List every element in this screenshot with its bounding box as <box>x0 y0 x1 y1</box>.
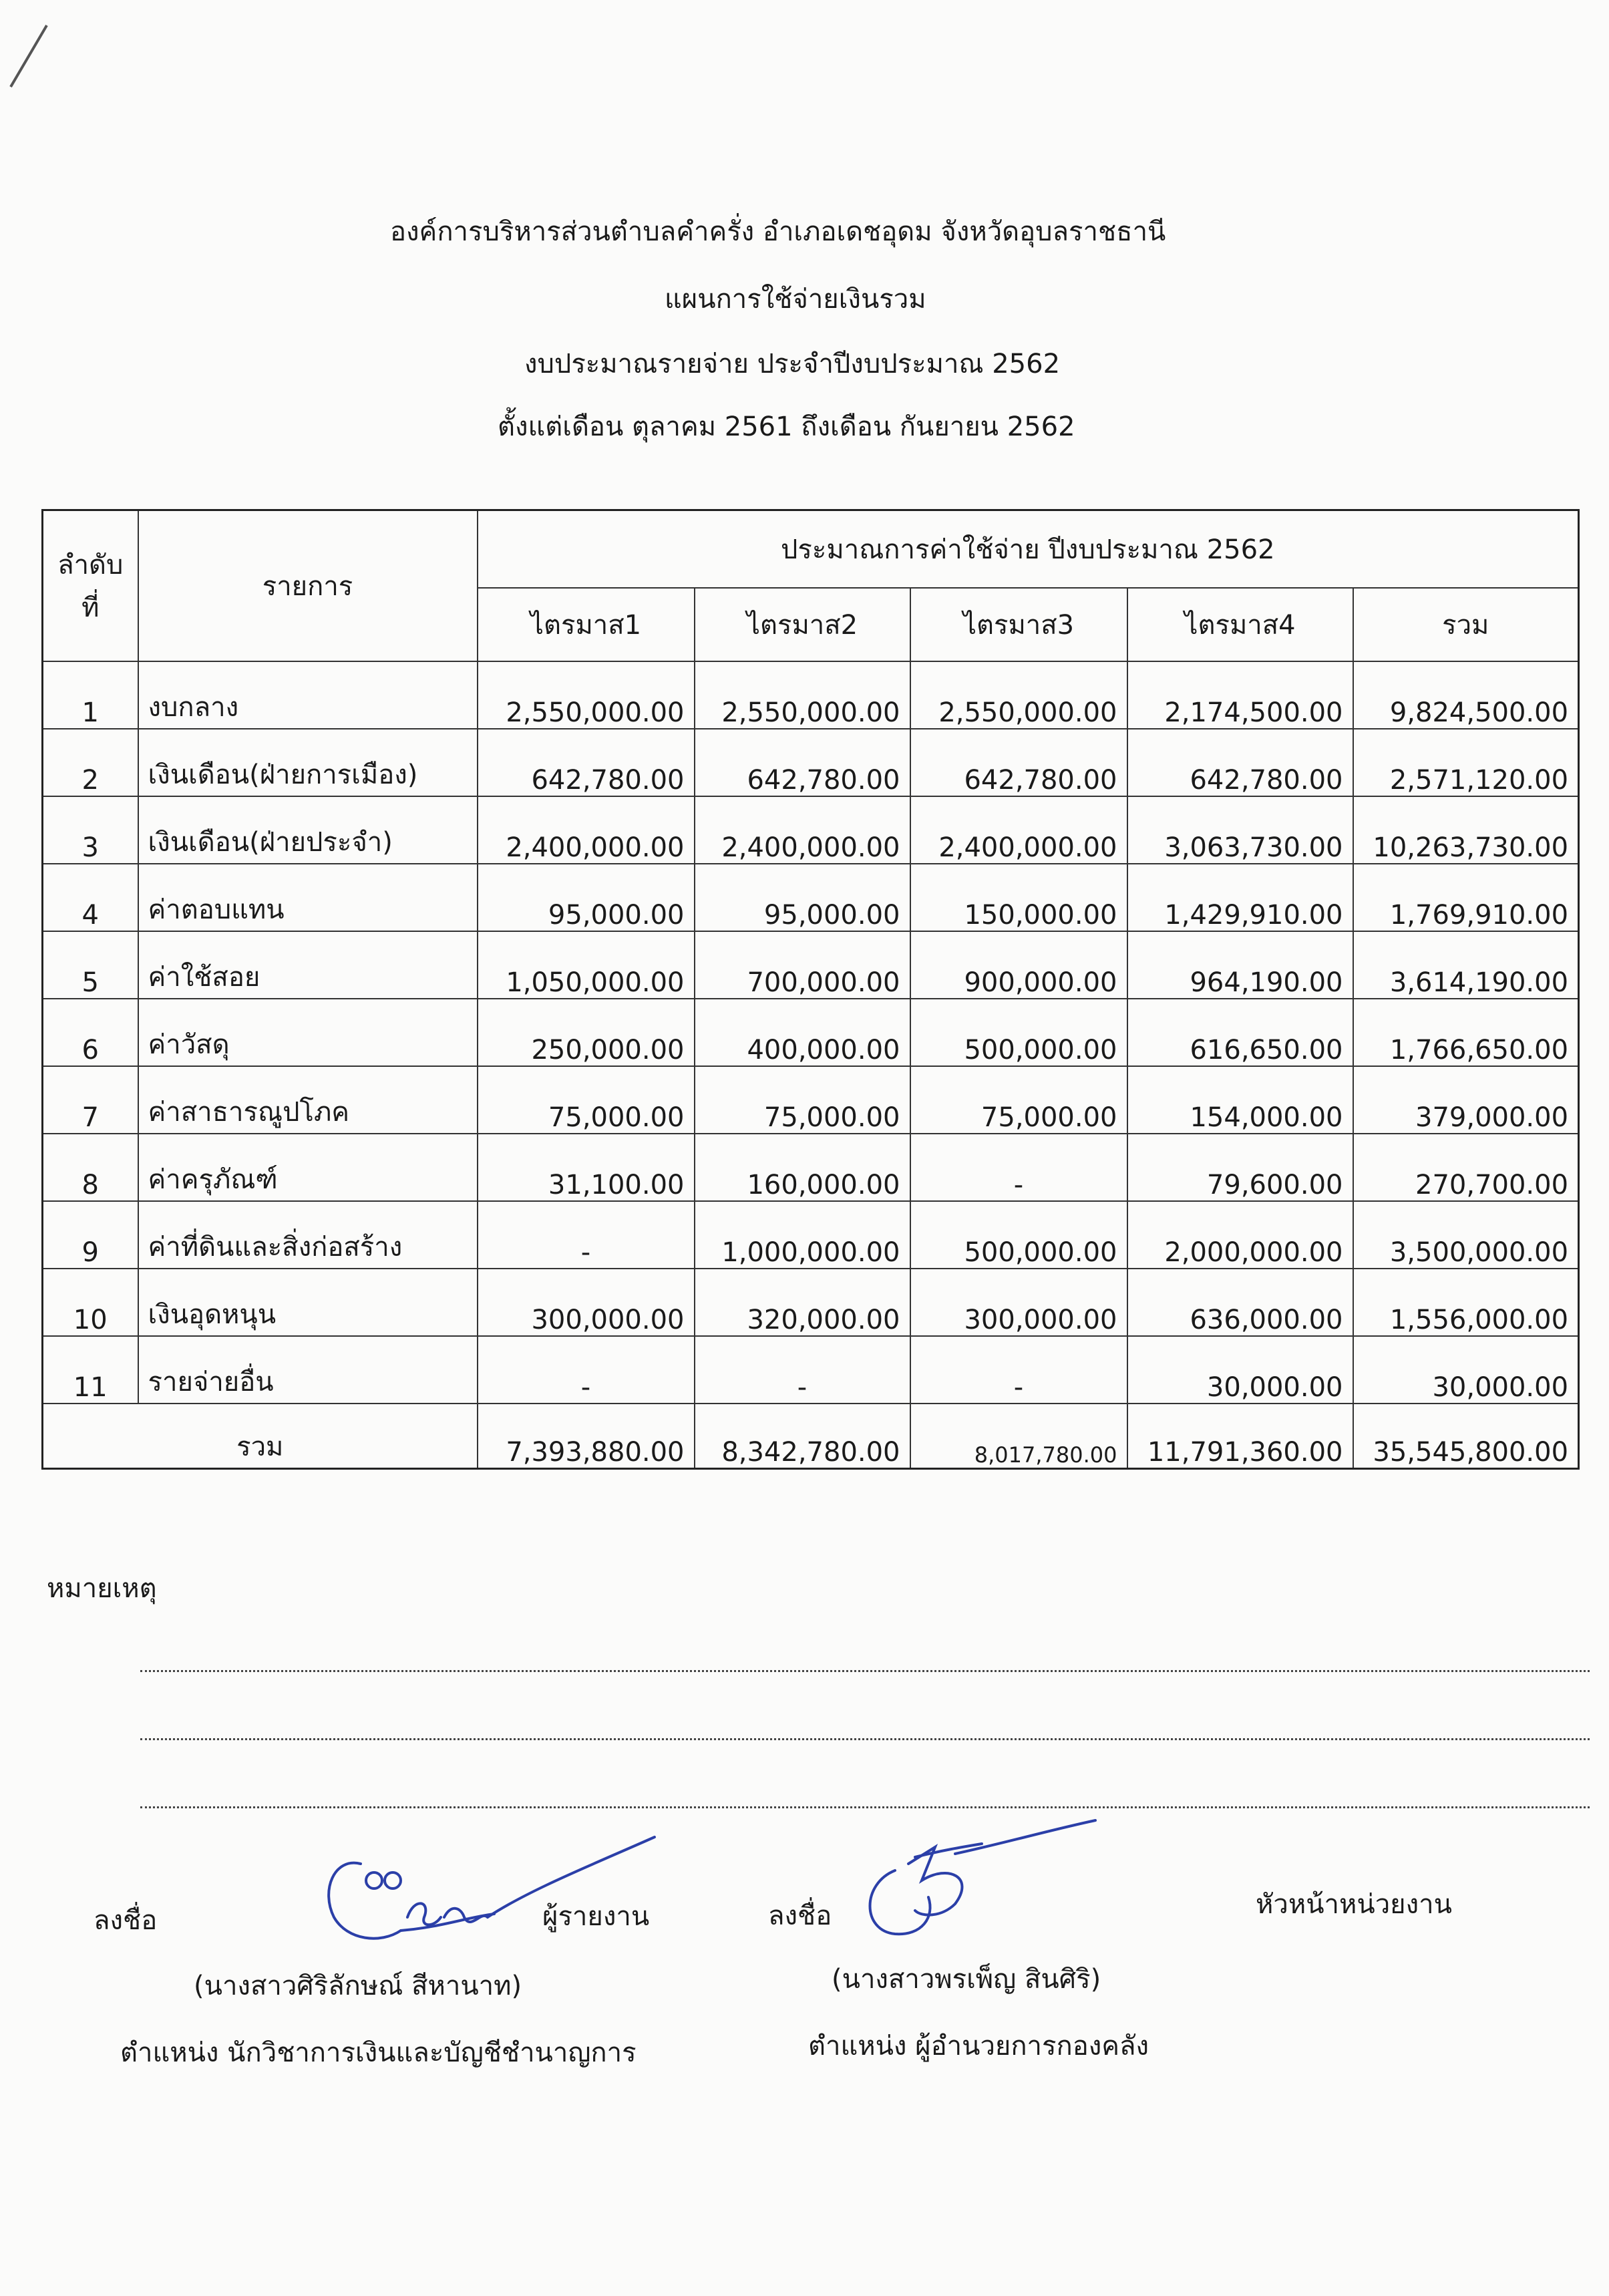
row-q4: 636,000.00 <box>1127 1269 1353 1336</box>
row-total: 3,614,190.00 <box>1353 931 1579 999</box>
row-q3: 500,000.00 <box>910 1201 1127 1269</box>
row-item: เงินอุดหนุน <box>138 1269 478 1336</box>
right-signer-name: (นางสาวพรเพ็ญ สินศิริ) <box>832 1964 1101 1995</box>
row-q3: 75,000.00 <box>910 1066 1127 1134</box>
row-q3: - <box>910 1336 1127 1404</box>
table-row <box>43 1269 1579 1336</box>
col-header-group: ประมาณการค่าใช้จ่าย ปีงบประมาณ 2562 <box>478 510 1579 588</box>
total-q1: 7,393,880.00 <box>478 1404 695 1469</box>
row-q1: 642,780.00 <box>478 729 695 796</box>
row-total: 379,000.00 <box>1353 1066 1579 1134</box>
row-q2: 160,000.00 <box>695 1134 910 1201</box>
row-q4: 3,063,730.00 <box>1127 796 1353 864</box>
row-no: 11 <box>43 1336 138 1404</box>
col-header-q3: ไตรมาส3 <box>910 588 1127 661</box>
period-line: ตั้งแต่เดือน ตุลาคม 2561 ถึงเดือน กันยายน 2562 <box>498 412 1075 442</box>
remarks-label: หมายเหตุ <box>47 1573 157 1604</box>
left-signer-role: ผู้รายงาน <box>542 1901 650 1932</box>
left-signer-position: ตำแหน่ง นักวิชาการเงินและบัญชีชำนาญการ <box>120 2037 637 2068</box>
col-header-item: รายการ <box>138 510 478 661</box>
row-no: 7 <box>43 1066 138 1134</box>
row-q3: 900,000.00 <box>910 931 1127 999</box>
table-row <box>43 999 1579 1066</box>
row-q2: 320,000.00 <box>695 1269 910 1336</box>
row-q2: 95,000.00 <box>695 864 910 931</box>
row-total: 270,700.00 <box>1353 1134 1579 1201</box>
left-signer-name: (นางสาวศิริลักษณ์ สีหานาท) <box>194 1971 522 2001</box>
row-q3: - <box>910 1134 1127 1201</box>
right-signer-role: หัวหน้าหน่วยงาน <box>1256 1889 1452 1920</box>
row-no: 4 <box>43 864 138 931</box>
row-q3: 300,000.00 <box>910 1269 1127 1336</box>
table-row <box>43 796 1579 864</box>
row-item: งบกลาง <box>138 661 478 729</box>
left-sign-label: ลงชื่อ <box>94 1905 158 1936</box>
row-q2: 2,400,000.00 <box>695 796 910 864</box>
row-total: 1,556,000.00 <box>1353 1269 1579 1336</box>
row-q3: 500,000.00 <box>910 999 1127 1066</box>
row-q2: 2,550,000.00 <box>695 661 910 729</box>
row-total: 30,000.00 <box>1353 1336 1579 1404</box>
row-q2: 75,000.00 <box>695 1066 910 1134</box>
row-no: 10 <box>43 1269 138 1336</box>
table-row <box>43 1066 1579 1134</box>
row-q2: 642,780.00 <box>695 729 910 796</box>
total-total: 35,545,800.00 <box>1353 1404 1579 1469</box>
table-row <box>43 1336 1579 1404</box>
row-q1: 2,550,000.00 <box>478 661 695 729</box>
row-q4: 964,190.00 <box>1127 931 1353 999</box>
row-no: 1 <box>43 661 138 729</box>
row-total: 3,500,000.00 <box>1353 1201 1579 1269</box>
row-q4: 2,000,000.00 <box>1127 1201 1353 1269</box>
remarks-line-2 <box>140 1738 1590 1740</box>
row-q4: 30,000.00 <box>1127 1336 1353 1404</box>
row-no: 2 <box>43 729 138 796</box>
row-item: ค่าตอบแทน <box>138 864 478 931</box>
row-q4: 2,174,500.00 <box>1127 661 1353 729</box>
row-no: 5 <box>43 931 138 999</box>
row-q1: - <box>478 1201 695 1269</box>
right-signature-image <box>848 1817 1102 1957</box>
col-header-q2: ไตรมาส2 <box>695 588 910 661</box>
total-q4: 11,791,360.00 <box>1127 1404 1353 1469</box>
col-header-q4: ไตรมาส4 <box>1127 588 1353 661</box>
total-q3: 8,017,780.00 <box>910 1404 1127 1469</box>
row-item: ค่าที่ดินและสิ่งก่อสร้าง <box>138 1201 478 1269</box>
row-no: 3 <box>43 796 138 864</box>
row-q1: 31,100.00 <box>478 1134 695 1201</box>
table-row <box>43 729 1579 796</box>
row-q2: 1,000,000.00 <box>695 1201 910 1269</box>
total-row <box>43 1404 1579 1469</box>
table-row <box>43 931 1579 999</box>
row-q1: 2,400,000.00 <box>478 796 695 864</box>
row-total: 9,824,500.00 <box>1353 661 1579 729</box>
table-row <box>43 1201 1579 1269</box>
row-item: ค่าสาธารณูปโภค <box>138 1066 478 1134</box>
row-item: รายจ่ายอื่น <box>138 1336 478 1404</box>
row-item: ค่าวัสดุ <box>138 999 478 1066</box>
table-row <box>43 1134 1579 1201</box>
row-q2: 700,000.00 <box>695 931 910 999</box>
pen-stroke-mark <box>7 20 53 94</box>
col-header-no: ลำดับที่ <box>43 510 138 661</box>
row-q1: 1,050,000.00 <box>478 931 695 999</box>
row-no: 9 <box>43 1201 138 1269</box>
total-q2: 8,342,780.00 <box>695 1404 910 1469</box>
row-q2: 400,000.00 <box>695 999 910 1066</box>
row-q4: 79,600.00 <box>1127 1134 1353 1201</box>
row-q4: 642,780.00 <box>1127 729 1353 796</box>
row-q2: - <box>695 1336 910 1404</box>
col-header-total: รวม <box>1353 588 1579 661</box>
row-q3: 150,000.00 <box>910 864 1127 931</box>
total-row-label: รวม <box>43 1404 478 1469</box>
row-total: 1,766,650.00 <box>1353 999 1579 1066</box>
row-q1: 95,000.00 <box>478 864 695 931</box>
row-total: 1,769,910.00 <box>1353 864 1579 931</box>
left-signature-image <box>307 1817 681 1964</box>
document-title: แผนการใช้จ่ายเงินรวม <box>665 284 926 315</box>
table-row <box>43 661 1579 729</box>
remarks-line-1 <box>140 1670 1590 1672</box>
row-q1: - <box>478 1336 695 1404</box>
row-q1: 250,000.00 <box>478 999 695 1066</box>
row-q3: 2,550,000.00 <box>910 661 1127 729</box>
budget-table <box>41 509 1580 1470</box>
row-q3: 642,780.00 <box>910 729 1127 796</box>
right-sign-label: ลงชื่อ <box>768 1901 832 1931</box>
row-no: 8 <box>43 1134 138 1201</box>
row-total: 10,263,730.00 <box>1353 796 1579 864</box>
row-item: ค่าครุภัณฑ์ <box>138 1134 478 1201</box>
organization-name: องค์การบริหารส่วนตำบลคำครั่ง อำเภอเดชอุดม จังหวัดอุบลราชธานี <box>390 216 1166 247</box>
remarks-line-3 <box>140 1806 1590 1808</box>
row-q1: 75,000.00 <box>478 1066 695 1134</box>
row-item: เงินเดือน(ฝ่ายประจำ) <box>138 796 478 864</box>
row-item: เงินเดือน(ฝ่ายการเมือง) <box>138 729 478 796</box>
row-q4: 616,650.00 <box>1127 999 1353 1066</box>
row-no: 6 <box>43 999 138 1066</box>
row-total: 2,571,120.00 <box>1353 729 1579 796</box>
row-q4: 1,429,910.00 <box>1127 864 1353 931</box>
row-q4: 154,000.00 <box>1127 1066 1353 1134</box>
row-item: ค่าใช้สอย <box>138 931 478 999</box>
row-q1: 300,000.00 <box>478 1269 695 1336</box>
col-header-q1: ไตรมาส1 <box>478 588 695 661</box>
row-q3: 2,400,000.00 <box>910 796 1127 864</box>
right-signer-position: ตำแหน่ง ผู้อำนวยการกองคลัง <box>808 2031 1149 2062</box>
table-row <box>43 864 1579 931</box>
budget-line: งบประมาณรายจ่าย ประจำปีงบประมาณ 2562 <box>524 349 1061 379</box>
